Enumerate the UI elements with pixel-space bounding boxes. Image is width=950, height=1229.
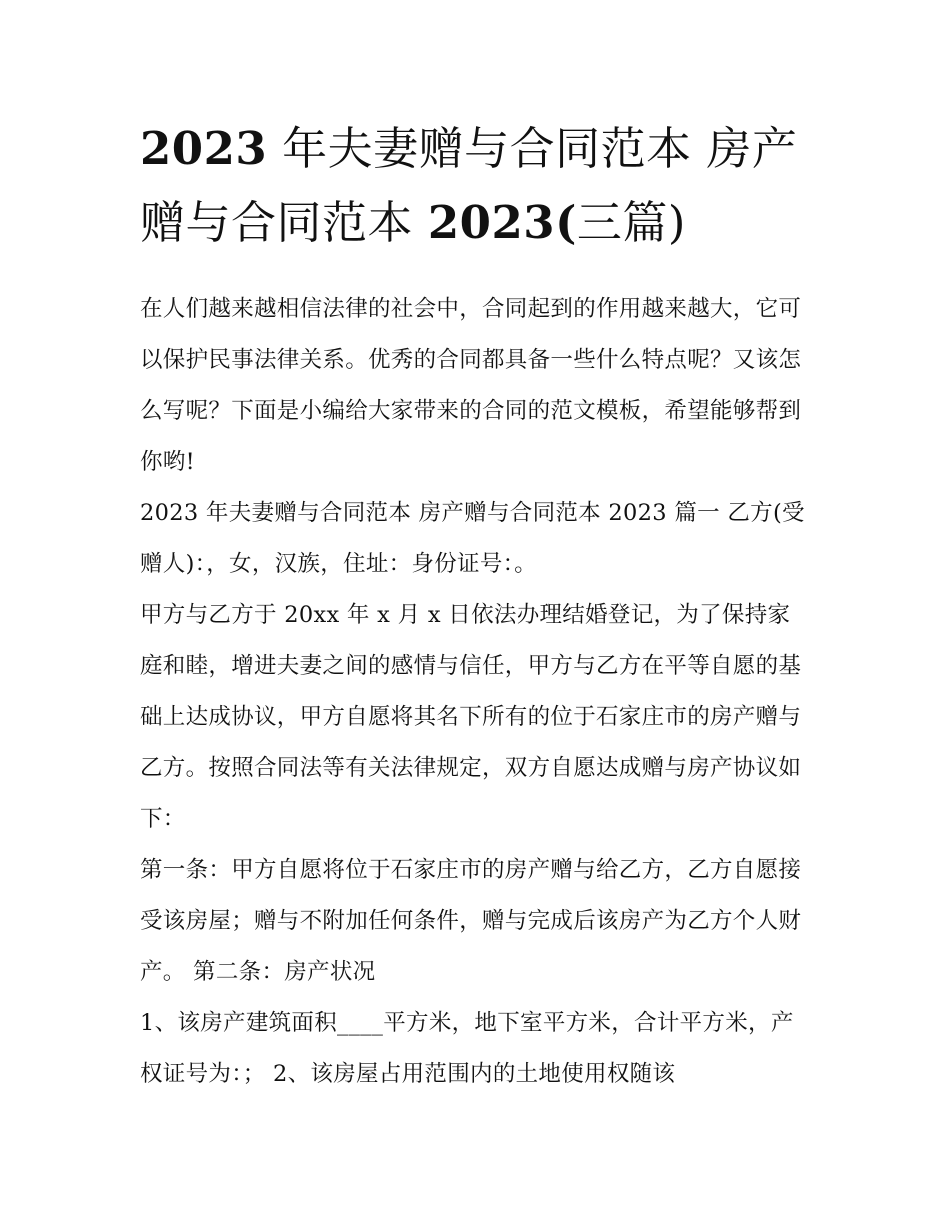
agreement-paragraph: 甲方与乙方于 20xx 年 x 月 x 日依法办理结婚登记，为了保持家庭和睦，增进夫妻之间的感情与信任，甲方与乙方在平等自愿的基础上达成协议，甲方自愿将其名下所有的位于石家庄市的房产赠与乙方。按照合同法等有关法律规定，双方自愿达成赠与房产协议如下：	[140, 602, 802, 832]
article-one-paragraph: 第一条：甲方自愿将位于石家庄市的房产赠与给乙方，乙方自愿接受该房屋；赠与不附加任何条件，赠与完成后该房产为乙方个人财产。 第二条：房产状况	[140, 857, 802, 985]
title-main: 年夫妻赠与合同范本 房产赠与合同范本	[140, 122, 798, 249]
section-heading-paragraph: 2023 年夫妻赠与合同范本 房产赠与合同范本 2023 篇一 乙方(受赠人)：，女，汉族，住址：身份证号：。	[140, 500, 805, 577]
document-page	[140, 112, 812, 1100]
title-suffix: 三篇)	[576, 196, 686, 249]
document-title	[140, 112, 812, 260]
title-year: 2023	[140, 122, 268, 175]
title-year-2: 2023(	[427, 196, 577, 249]
intro-paragraph: 在人们越来越相信法律的社会中，合同起到的作用越来越大，它可以保护民事法律关系。优秀的合同都具备一些什么特点呢？又该怎么写呢？下面是小编给大家带来的合同的范文模板，希望能够帮到你哟!	[140, 296, 802, 475]
property-status-paragraph: 1、该房产建筑面积____平方米，地下室平方米，合计平方米，产权证号为：； 2、该房屋占用范围内的土地使用权随该	[140, 1010, 794, 1087]
